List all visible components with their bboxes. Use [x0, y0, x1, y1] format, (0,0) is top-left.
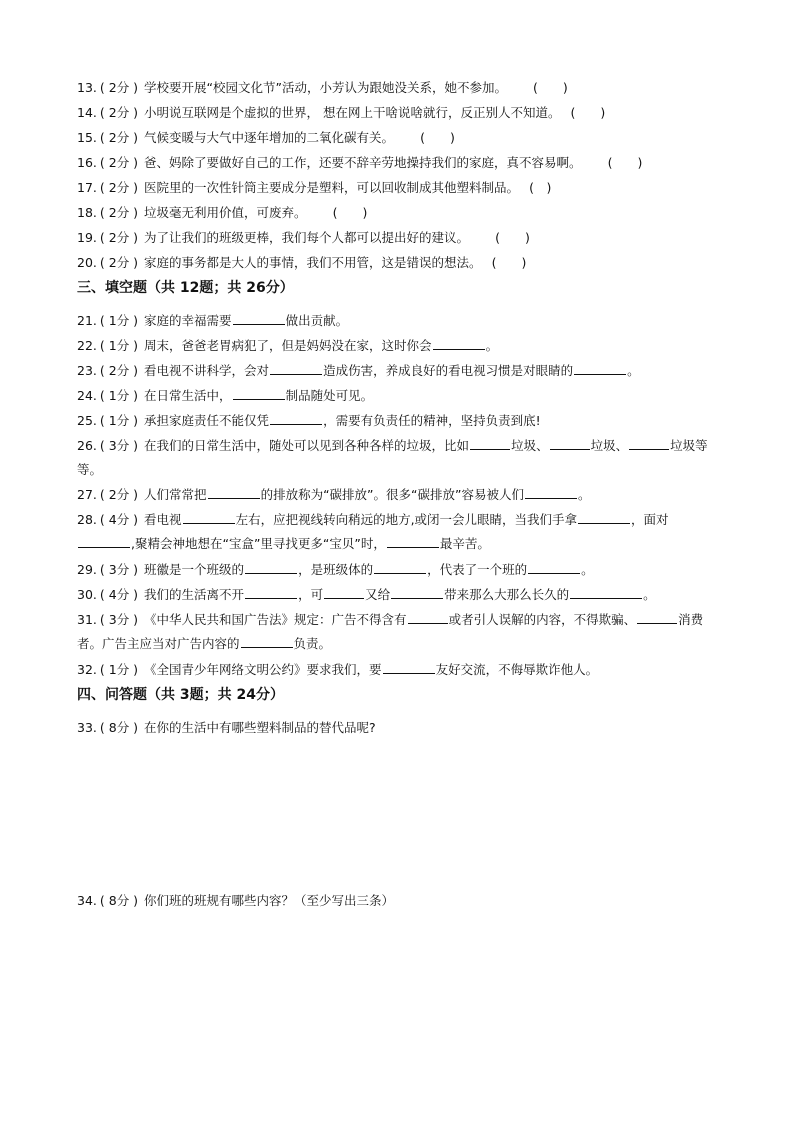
answer-blank[interactable] [270, 412, 322, 425]
answer-parentheses: ( ) [607, 155, 643, 170]
question-text: 小明说互联网是个虚拟的世界， 想在网上干啥说啥就行，反正别人不知道。 [144, 105, 561, 120]
question-number: 30. [77, 587, 97, 602]
question-score: ( 4分 ) [99, 587, 139, 602]
question-text: 或者引人误解的内容，不得欺骗、 [448, 612, 637, 627]
answer-blank[interactable] [433, 337, 485, 350]
answer-blank[interactable] [637, 611, 677, 624]
question-text: 家庭的幸福需要 [144, 313, 232, 328]
question-16 [77, 154, 642, 172]
answer-blank[interactable] [324, 586, 364, 599]
question-score: ( 2分 ) [99, 105, 139, 120]
question-text: 制品随处可见。 [285, 388, 374, 403]
answer-blank[interactable] [574, 362, 626, 375]
question-13 [77, 79, 568, 97]
question-text: ，面对 [631, 512, 669, 527]
question-text: 你们班的班规有哪些内容？（至少写出三条） [144, 893, 395, 908]
question-number: 27. [77, 487, 97, 502]
question-number: 23. [77, 363, 97, 378]
answer-parentheses: ( ) [529, 180, 552, 195]
question-score: ( 2分 ) [99, 155, 139, 170]
question-text: 最辛苦。 [439, 536, 490, 551]
question-number: 29. [77, 562, 97, 577]
question-score: ( 8分 ) [99, 720, 139, 735]
question-score: ( 3分 ) [99, 612, 139, 627]
question-28 [77, 508, 717, 556]
question-32 [77, 661, 598, 679]
question-text: 《中华人民共和国广告法》规定：广告不得含有 [144, 612, 407, 627]
question-text: 在你的生活中有哪些塑料制品的替代品呢? [144, 720, 376, 735]
question-number: 34. [77, 893, 97, 908]
question-number: 18. [77, 205, 97, 220]
answer-parentheses: ( ) [332, 205, 368, 220]
question-score: ( 3分 ) [99, 438, 139, 453]
question-21 [77, 312, 348, 330]
section-title-fill-blank: 三、填空题（共 12题；共 26分） [77, 280, 294, 296]
question-score: ( 2分 ) [99, 363, 139, 378]
question-18 [77, 204, 367, 222]
answer-blank[interactable] [270, 362, 322, 375]
question-24 [77, 387, 373, 405]
question-number: 33. [77, 720, 97, 735]
question-score: ( 1分 ) [99, 338, 139, 353]
question-text: 《全国青少年网络文明公约》要求我们，要 [144, 662, 382, 677]
question-score: ( 1分 ) [99, 413, 139, 428]
question-text: 负责。 [293, 636, 332, 651]
question-text: 。 [485, 338, 499, 353]
question-score: ( 1分 ) [99, 313, 139, 328]
question-text: 为了让我们的班级更棒，我们每个人都可以提出好的建议。 [144, 230, 470, 245]
question-score: ( 2分 ) [99, 255, 139, 270]
question-text: 消费者。广告主应当对广告内容的 [77, 612, 704, 651]
question-text: ，可 [298, 587, 324, 602]
question-score: ( 3分 ) [99, 562, 139, 577]
question-text: 又给 [365, 587, 391, 602]
question-number: 31. [77, 612, 97, 627]
question-text: ，是班级体的 [298, 562, 374, 577]
question-text: 家庭的事务都是大人的事情，我们不用管，这是错误的想法。 [144, 255, 482, 270]
section-title-qa: 四、问答题（共 3题；共 24分） [77, 687, 284, 703]
answer-blank[interactable] [241, 635, 293, 648]
question-text: 班徽是一个班级的 [144, 562, 245, 577]
question-number: 22. [77, 338, 97, 353]
question-text: 爸、妈除了要做好自己的工作，还要不辞辛劳地操持我们的家庭，真不容易啊。 [144, 155, 582, 170]
question-text: 。 [643, 587, 656, 602]
question-text: 在日常生活中， [144, 388, 232, 403]
question-text: 垃圾等等。 [77, 438, 708, 477]
question-score: ( 2分 ) [99, 80, 139, 95]
answer-blank[interactable] [570, 586, 642, 599]
question-number: 24. [77, 388, 97, 403]
question-text: 气候变暖与大气中逐年增加的二氧化碳有关。 [144, 130, 395, 145]
question-number: 15. [77, 130, 97, 145]
question-number: 17. [77, 180, 97, 195]
question-score: ( 2分 ) [99, 487, 139, 502]
question-text: 垃圾毫无利用价值，可废弃。 [144, 205, 307, 220]
answer-blank[interactable] [233, 312, 285, 325]
question-26 [77, 434, 717, 482]
question-number: 13. [77, 80, 97, 95]
question-number: 26. [77, 438, 97, 453]
question-text: 看电视 [144, 512, 182, 527]
question-text: 承担家庭责任不能仅凭 [144, 413, 270, 428]
question-22 [77, 337, 498, 355]
answer-blank[interactable] [183, 511, 235, 524]
answer-blank[interactable] [233, 387, 285, 400]
answer-blank[interactable] [528, 561, 580, 574]
question-text: 看电视不讲科学，会对 [144, 363, 270, 378]
question-score: ( 2分 ) [99, 205, 139, 220]
answer-blank[interactable] [387, 535, 439, 548]
question-text: 。 [577, 487, 591, 502]
answer-parentheses: ( ) [420, 130, 455, 145]
answer-parentheses: ( ) [491, 255, 527, 270]
question-number: 28. [77, 512, 97, 527]
question-score: ( 1分 ) [99, 388, 139, 403]
question-14 [77, 104, 605, 122]
question-19 [77, 229, 530, 247]
answer-blank[interactable] [408, 611, 448, 624]
question-27 [77, 486, 590, 504]
question-text: ，代表了一个班的 [427, 562, 528, 577]
question-text: 垃圾、 [590, 438, 629, 453]
question-20 [77, 254, 526, 272]
question-number: 14. [77, 105, 97, 120]
question-number: 21. [77, 313, 97, 328]
question-text: 垃圾、 [511, 438, 549, 453]
question-score: ( 4分 ) [99, 512, 139, 527]
question-score: ( 2分 ) [99, 180, 139, 195]
question-text: 带来那么大那么长久的 [444, 587, 570, 602]
answer-blank[interactable] [208, 486, 260, 499]
answer-parentheses: ( ) [570, 105, 606, 120]
question-text: ，需要有负责任的精神，坚持负责到底! [323, 413, 541, 428]
question-score: ( 1分 ) [99, 662, 139, 677]
question-17 [77, 179, 551, 197]
question-score: ( 8分 ) [99, 893, 139, 908]
question-text: 友好交流，不侮辱欺诈他人。 [435, 662, 599, 677]
answer-blank[interactable] [629, 437, 669, 450]
answer-blank[interactable] [525, 486, 577, 499]
question-23 [77, 362, 640, 380]
question-text: 周末，爸爸老胃病犯了，但是妈妈没在家，这时你会 [144, 338, 432, 353]
answer-blank[interactable] [470, 437, 510, 450]
answer-blank[interactable] [550, 437, 590, 450]
question-text: 我们的生活离不开 [144, 587, 245, 602]
question-30 [77, 586, 656, 604]
question-number: 25. [77, 413, 97, 428]
answer-blank[interactable] [245, 586, 297, 599]
question-text: 。 [581, 562, 594, 577]
question-number: 19. [77, 230, 97, 245]
question-text: 造成伤害，养成良好的看电视习惯是对眼睛的 [323, 363, 574, 378]
question-text: 做出贡献。 [285, 313, 349, 328]
question-text: 的排放称为“碳排放”。很多“碳排放”容易被人们 [260, 487, 524, 502]
answer-blank[interactable] [374, 561, 426, 574]
question-text: 左右，应把视线转向稍远的地方,或闭一会儿眼睛，当我们手拿 [235, 512, 578, 527]
question-34 [77, 892, 394, 910]
question-31 [77, 608, 717, 656]
answer-parentheses: ( ) [533, 80, 568, 95]
answer-parentheses: ( ) [495, 230, 530, 245]
question-text: 学校要开展“校园文化节”活动，小芳认为跟她没关系，她不参加。 [144, 80, 507, 95]
question-number: 16. [77, 155, 97, 170]
answer-blank[interactable] [78, 535, 130, 548]
answer-blank[interactable] [578, 511, 630, 524]
question-text: 。 [627, 363, 640, 378]
answer-blank[interactable] [245, 561, 297, 574]
question-25 [77, 412, 541, 430]
question-text: 医院里的一次性针筒主要成分是塑料，可以回收制成其他塑料制品。 [144, 180, 520, 195]
question-score: ( 2分 ) [99, 130, 139, 145]
question-text: 人们常常把 [144, 487, 207, 502]
question-text: 在我们的日常生活中，随处可以见到各种各样的垃圾，比如 [144, 438, 470, 453]
question-33 [77, 719, 376, 737]
question-15 [77, 129, 455, 147]
answer-blank[interactable] [383, 661, 435, 674]
question-text: ,聚精会神地想在“宝盒”里寻找更多“宝贝”时， [131, 536, 386, 551]
question-score: ( 2分 ) [99, 230, 139, 245]
question-number: 32. [77, 662, 97, 677]
question-number: 20. [77, 255, 97, 270]
answer-blank[interactable] [391, 586, 443, 599]
question-29 [77, 561, 594, 579]
